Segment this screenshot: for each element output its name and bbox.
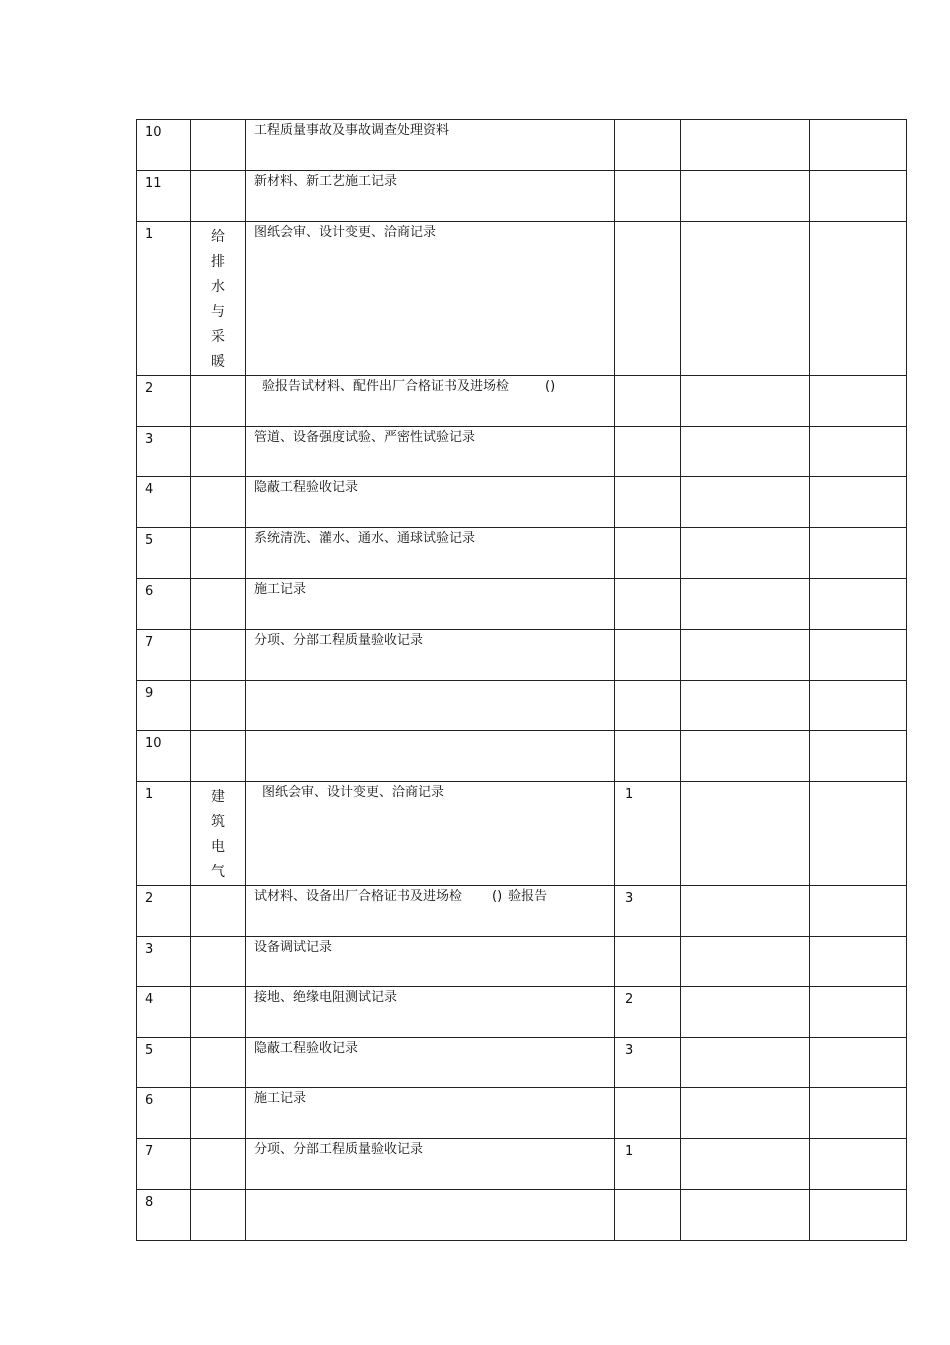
qty-cell bbox=[615, 1088, 681, 1139]
item-text: 隐蔽工程验收记录 bbox=[254, 1041, 359, 1056]
qty-cell bbox=[615, 477, 681, 528]
category-cell bbox=[191, 579, 246, 630]
blank-cell bbox=[681, 1139, 810, 1190]
category-cell bbox=[191, 987, 246, 1038]
table-row bbox=[137, 681, 907, 731]
qty-cell bbox=[615, 681, 681, 731]
qty-cell bbox=[615, 222, 681, 376]
table-row bbox=[137, 1088, 907, 1139]
blank-cell bbox=[810, 1038, 907, 1088]
item-cell bbox=[246, 782, 615, 886]
item-cell bbox=[246, 1088, 615, 1139]
row-number: 3 bbox=[137, 427, 191, 477]
qty-cell: 1 bbox=[615, 782, 681, 886]
item-text: 接地、绝缘电阻测试记录 bbox=[254, 990, 398, 1005]
row-number: 10 bbox=[137, 120, 191, 171]
row-number: 6 bbox=[137, 579, 191, 630]
blank-cell bbox=[810, 376, 907, 427]
item-cell bbox=[246, 987, 615, 1038]
blank-cell bbox=[810, 681, 907, 731]
table-row bbox=[137, 782, 907, 886]
blank-cell bbox=[681, 528, 810, 579]
blank-cell bbox=[681, 630, 810, 681]
qty-cell bbox=[615, 1190, 681, 1241]
blank-cell bbox=[681, 1088, 810, 1139]
blank-cell bbox=[810, 937, 907, 987]
blank-cell bbox=[681, 782, 810, 886]
blank-cell bbox=[681, 1038, 810, 1088]
row-number: 7 bbox=[137, 630, 191, 681]
item-text: 图纸会审、设计变更、洽商记录 bbox=[254, 225, 437, 240]
item-text: 图纸会审、设计变更、洽商记录 bbox=[262, 785, 445, 800]
row-number: 11 bbox=[137, 171, 191, 222]
item-text: 设备调试记录 bbox=[254, 940, 333, 955]
item-cell bbox=[246, 222, 615, 376]
item-cell bbox=[246, 731, 615, 782]
blank-cell bbox=[681, 171, 810, 222]
row-number: 1 bbox=[137, 222, 191, 376]
blank-cell bbox=[810, 222, 907, 376]
blank-cell bbox=[810, 171, 907, 222]
category-cell bbox=[191, 376, 246, 427]
category-cell bbox=[191, 1190, 246, 1241]
blank-cell bbox=[681, 1190, 810, 1241]
row-number: 5 bbox=[137, 528, 191, 579]
category-cell bbox=[191, 427, 246, 477]
table-row bbox=[137, 1139, 907, 1190]
item-text: 验报告试材料、配件出厂合格证书及进场检 bbox=[262, 379, 510, 394]
row-number: 9 bbox=[137, 681, 191, 731]
qty-cell bbox=[615, 630, 681, 681]
item-cell bbox=[246, 376, 615, 427]
records-table bbox=[136, 119, 907, 1241]
item-cell bbox=[246, 630, 615, 681]
blank-cell bbox=[681, 731, 810, 782]
item-cell bbox=[246, 120, 615, 171]
blank-cell bbox=[810, 1088, 907, 1139]
qty-cell bbox=[615, 376, 681, 427]
category-cell bbox=[191, 782, 246, 886]
table-row bbox=[137, 376, 907, 427]
qty-cell: 3 bbox=[615, 886, 681, 937]
item-text: 工程质量事故及事故调查处理资料 bbox=[254, 123, 450, 138]
blank-cell bbox=[681, 987, 810, 1038]
item-text: 新材料、新工艺施工记录 bbox=[254, 174, 398, 189]
item-cell bbox=[246, 1139, 615, 1190]
blank-cell bbox=[681, 579, 810, 630]
row-number: 6 bbox=[137, 1088, 191, 1139]
table-row bbox=[137, 477, 907, 528]
item-text-paren: () bbox=[492, 889, 503, 904]
category-cell bbox=[191, 1088, 246, 1139]
qty-cell bbox=[615, 171, 681, 222]
row-number: 7 bbox=[137, 1139, 191, 1190]
category-cell bbox=[191, 477, 246, 528]
row-number: 3 bbox=[137, 937, 191, 987]
item-text: 分项、分部工程质量验收记录 bbox=[254, 633, 424, 648]
category-label: 给排水与采暖 bbox=[211, 229, 225, 370]
table-row bbox=[137, 427, 907, 477]
qty-cell bbox=[615, 579, 681, 630]
table-row bbox=[137, 222, 907, 376]
item-cell bbox=[246, 1190, 615, 1241]
qty-cell bbox=[615, 731, 681, 782]
item-text: 系统清洗、灌水、通水、通球试验记录 bbox=[254, 531, 476, 546]
blank-cell bbox=[681, 886, 810, 937]
item-cell bbox=[246, 477, 615, 528]
item-text-paren: () bbox=[545, 379, 556, 394]
blank-cell bbox=[810, 987, 907, 1038]
row-number: 1 bbox=[137, 782, 191, 886]
qty-cell: 3 bbox=[615, 1038, 681, 1088]
qty-cell bbox=[615, 427, 681, 477]
row-number: 10 bbox=[137, 731, 191, 782]
table-row bbox=[137, 579, 907, 630]
item-cell bbox=[246, 528, 615, 579]
table-row bbox=[137, 1190, 907, 1241]
category-cell bbox=[191, 171, 246, 222]
blank-cell bbox=[681, 120, 810, 171]
blank-cell bbox=[810, 528, 907, 579]
item-cell bbox=[246, 579, 615, 630]
category-cell bbox=[191, 1038, 246, 1088]
blank-cell bbox=[681, 222, 810, 376]
blank-cell bbox=[681, 376, 810, 427]
blank-cell bbox=[681, 427, 810, 477]
row-number: 8 bbox=[137, 1190, 191, 1241]
item-text: 管道、设备强度试验、严密性试验记录 bbox=[254, 430, 476, 445]
category-cell bbox=[191, 681, 246, 731]
qty-cell: 1 bbox=[615, 1139, 681, 1190]
table-row bbox=[137, 630, 907, 681]
item-cell bbox=[246, 886, 615, 937]
table-row bbox=[137, 937, 907, 987]
item-cell bbox=[246, 171, 615, 222]
row-number: 2 bbox=[137, 886, 191, 937]
item-cell bbox=[246, 427, 615, 477]
blank-cell bbox=[681, 681, 810, 731]
blank-cell bbox=[810, 1190, 907, 1241]
row-number: 4 bbox=[137, 987, 191, 1038]
item-cell bbox=[246, 681, 615, 731]
category-cell bbox=[191, 222, 246, 376]
item-text: 施工记录 bbox=[254, 1091, 307, 1106]
qty-cell bbox=[615, 528, 681, 579]
row-number: 4 bbox=[137, 477, 191, 528]
category-cell bbox=[191, 528, 246, 579]
blank-cell bbox=[810, 579, 907, 630]
blank-cell bbox=[810, 1139, 907, 1190]
item-cell bbox=[246, 937, 615, 987]
blank-cell bbox=[810, 886, 907, 937]
category-cell bbox=[191, 1139, 246, 1190]
blank-cell bbox=[681, 477, 810, 528]
table-row bbox=[137, 987, 907, 1038]
category-label: 建筑电气 bbox=[211, 789, 225, 880]
item-text: 试材料、设备出厂合格证书及进场检 bbox=[254, 889, 463, 904]
category-cell bbox=[191, 731, 246, 782]
item-text: 隐蔽工程验收记录 bbox=[254, 480, 359, 495]
item-text-suffix: 验报告 bbox=[508, 889, 548, 904]
table-row bbox=[137, 1038, 907, 1088]
category-cell bbox=[191, 886, 246, 937]
table-row bbox=[137, 528, 907, 579]
row-number: 2 bbox=[137, 376, 191, 427]
blank-cell bbox=[810, 427, 907, 477]
category-cell bbox=[191, 937, 246, 987]
item-cell bbox=[246, 1038, 615, 1088]
item-text: 分项、分部工程质量验收记录 bbox=[254, 1142, 424, 1157]
blank-cell bbox=[810, 731, 907, 782]
table-row bbox=[137, 120, 907, 171]
blank-cell bbox=[681, 937, 810, 987]
table-row bbox=[137, 886, 907, 937]
blank-cell bbox=[810, 782, 907, 886]
qty-cell: 2 bbox=[615, 987, 681, 1038]
qty-cell bbox=[615, 937, 681, 987]
table-row bbox=[137, 171, 907, 222]
category-cell bbox=[191, 120, 246, 171]
qty-cell bbox=[615, 120, 681, 171]
table-row bbox=[137, 731, 907, 782]
blank-cell bbox=[810, 630, 907, 681]
item-text: 施工记录 bbox=[254, 582, 307, 597]
blank-cell bbox=[810, 477, 907, 528]
category-cell bbox=[191, 630, 246, 681]
row-number: 5 bbox=[137, 1038, 191, 1088]
blank-cell bbox=[810, 120, 907, 171]
